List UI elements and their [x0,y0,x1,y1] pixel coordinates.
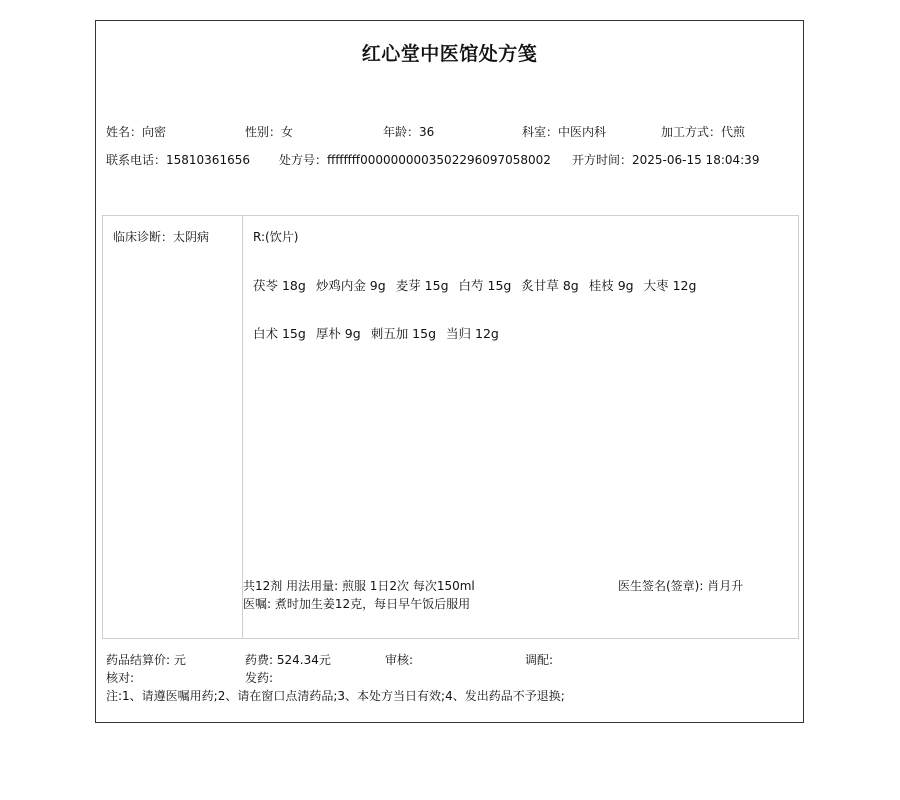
patient-name: 姓名：向密 [106,125,167,139]
department: 科室：中医内科 [522,125,607,139]
herb-item: 炒鸡内金 9g [315,278,386,293]
page-title: 红心堂中医馆处方笺 [361,43,538,65]
herb-row-1 [253,276,706,294]
column-divider [242,216,243,638]
doctor-signature: 医生签名(签章): 肖月升 [618,579,744,593]
review-field: 审核: [385,653,414,667]
prescription-sheet [95,20,804,723]
processing-method: 加工方式：代煎 [661,125,746,139]
medical-advice: 医嘱: 煮时加生姜12克，每日早午饭后服用 [243,597,471,611]
herb-item: 刺五加 15g [370,326,437,341]
herb-item: 大枣 12g [643,278,697,293]
herb-item: 茯苓 18g [253,278,306,293]
herb-row-2 [253,324,509,342]
drug-settlement-price: 药品结算价: 元 [106,653,186,667]
prescription-time: 开方时间：2025-06-15 18:04:39 [572,153,760,167]
herb-item: 桂枝 9g [588,278,634,293]
dispense-field: 调配: [525,653,554,667]
prescription-box [102,215,799,639]
herb-item: 炙甘草 8g [521,278,579,293]
herb-item: 当归 12g [446,326,499,341]
herb-item: 厚朴 9g [315,326,361,341]
patient-age: 年龄：36 [383,125,435,139]
usage-dosage: 共12剂 用法用量: 煎服 1日2次 每次150ml [243,579,475,593]
drug-fee: 药费: 524.34元 [245,653,331,667]
notes: 注:1、请遵医嘱用药;2、请在窗口点清药品;3、本处方当日有效;4、发出药品不予退换; [106,689,565,703]
issue-field: 发药: [245,671,274,685]
herb-item: 白芍 15g [458,278,512,293]
patient-gender: 性别：女 [245,125,294,139]
herb-item: 白术 15g [253,326,306,341]
phone: 联系电话：15810361656 [106,153,250,167]
check-field: 核对: [106,671,135,685]
clinical-diagnosis: 临床诊断：太阴病 [113,230,210,244]
herb-item: 麦芽 15g [395,278,449,293]
prescription-number: 处方号：ffffffff0000000003502296097058002 [279,153,551,167]
rx-header: R:(饮片) [253,230,299,244]
